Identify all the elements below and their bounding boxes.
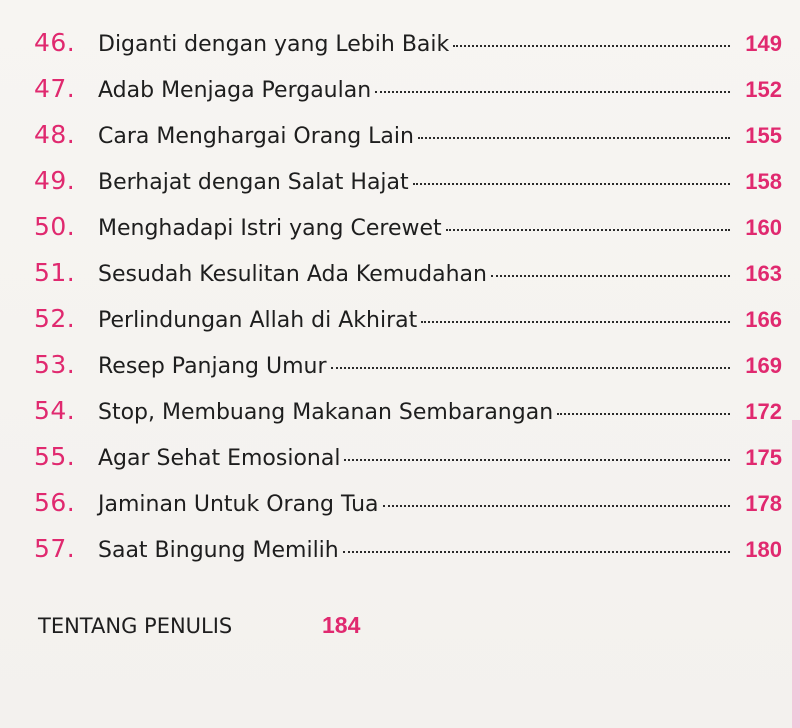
dot-leader xyxy=(418,137,730,139)
entry-title: Menghadapi Istri yang Cerewet xyxy=(98,216,442,241)
toc-entry-54 xyxy=(34,396,782,442)
table-of-contents xyxy=(34,28,782,580)
toc-entry-47 xyxy=(34,74,782,120)
entry-number: 48. xyxy=(34,120,76,149)
entry-number: 54. xyxy=(34,396,76,425)
entry-number: 56. xyxy=(34,488,76,517)
entry-title: Diganti dengan yang Lebih Baik xyxy=(98,32,450,57)
dot-leader xyxy=(344,459,730,461)
entry-title: Cara Menghargai Orang Lain xyxy=(98,124,414,149)
toc-entry-48 xyxy=(34,120,782,166)
dot-leader xyxy=(491,275,730,277)
entry-page: 163 xyxy=(745,261,782,286)
entry-number: 52. xyxy=(34,304,76,333)
entry-page: 155 xyxy=(745,123,782,148)
author-section-label: TENTANG PENULIS xyxy=(38,614,233,638)
toc-entry-49 xyxy=(34,166,782,212)
dot-leader xyxy=(453,45,730,47)
entry-page: 166 xyxy=(745,307,782,332)
entry-number: 50. xyxy=(34,212,76,241)
toc-entry-51 xyxy=(34,258,782,304)
entry-title: Adab Menjaga Pergaulan xyxy=(98,78,372,103)
entry-page: 152 xyxy=(745,77,782,102)
entry-page: 180 xyxy=(745,537,782,562)
entry-page: 160 xyxy=(745,215,782,240)
entry-title: Sesudah Kesulitan Ada Kemudahan xyxy=(98,262,487,287)
dot-leader xyxy=(343,551,730,553)
entry-number: 53. xyxy=(34,350,76,379)
entry-title: Agar Sehat Emosional xyxy=(98,446,341,471)
dot-leader xyxy=(383,505,731,507)
dot-leader xyxy=(331,367,730,369)
dot-leader xyxy=(421,321,730,323)
toc-entry-52 xyxy=(34,304,782,350)
toc-entry-55 xyxy=(34,442,782,488)
entry-page: 172 xyxy=(745,399,782,424)
dot-leader xyxy=(446,229,730,231)
toc-entry-57 xyxy=(34,534,782,580)
author-section-page: 184 xyxy=(322,612,361,638)
entry-page: 175 xyxy=(745,445,782,470)
entry-page: 158 xyxy=(745,169,782,194)
dot-leader xyxy=(375,91,730,93)
dot-leader xyxy=(557,413,730,415)
entry-number: 57. xyxy=(34,534,76,563)
toc-entry-53 xyxy=(34,350,782,396)
page-edge-strip xyxy=(792,420,800,728)
dot-leader xyxy=(413,183,730,185)
entry-page: 149 xyxy=(745,31,782,56)
toc-entry-50 xyxy=(34,212,782,258)
entry-title: Berhajat dengan Salat Hajat xyxy=(98,170,409,195)
entry-number: 55. xyxy=(34,442,76,471)
entry-title: Saat Bingung Memilih xyxy=(98,538,339,563)
entry-page: 169 xyxy=(745,353,782,378)
toc-entry-46 xyxy=(34,28,782,74)
entry-title: Jaminan Untuk Orang Tua xyxy=(98,492,379,517)
entry-number: 49. xyxy=(34,166,76,195)
entry-title: Stop, Membuang Makanan Sembarangan xyxy=(98,400,554,425)
entry-page: 178 xyxy=(745,491,782,516)
entry-title: Perlindungan Allah di Akhirat xyxy=(98,308,418,333)
author-section xyxy=(38,612,360,639)
entry-number: 46. xyxy=(34,28,76,57)
toc-entry-56 xyxy=(34,488,782,534)
entry-number: 51. xyxy=(34,258,76,287)
entry-title: Resep Panjang Umur xyxy=(98,354,327,379)
entry-number: 47. xyxy=(34,74,76,103)
